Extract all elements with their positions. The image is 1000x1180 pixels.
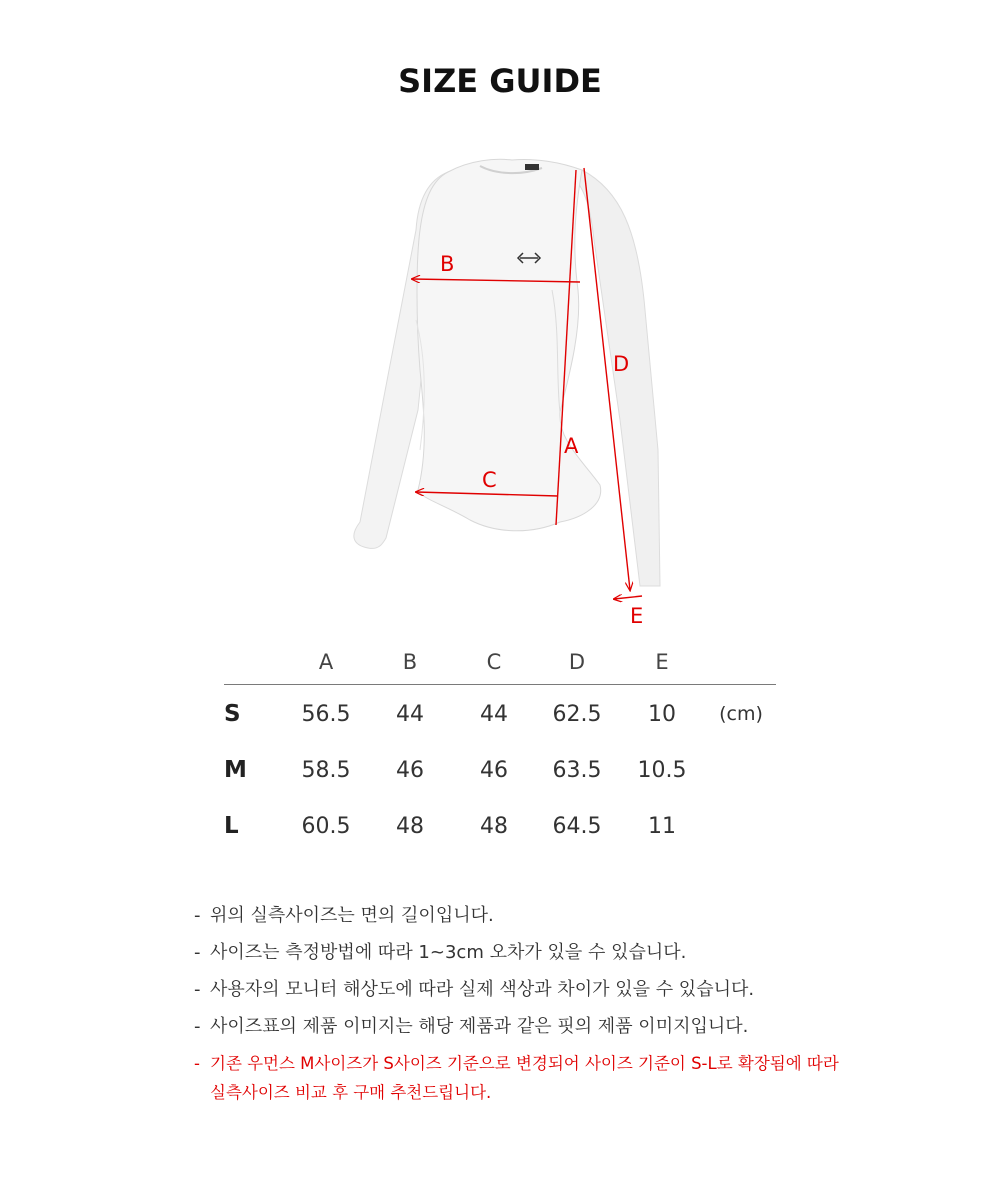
list-item <box>194 904 894 928</box>
table-row <box>224 686 776 742</box>
size-label: M <box>224 757 247 783</box>
table-cell: 10 <box>648 701 676 727</box>
table-cell: 60.5 <box>301 813 351 839</box>
warning-line-2: 실측사이즈 비교 후 구매 추천드립니다. <box>210 1083 492 1102</box>
warning-note <box>194 1052 894 1107</box>
warning-text <box>210 1049 839 1107</box>
measurement-illustration <box>320 150 680 640</box>
table-row <box>224 798 776 854</box>
dim-label-e: E <box>630 604 644 628</box>
dim-label-a: A <box>564 434 579 458</box>
list-item <box>194 941 894 965</box>
list-item <box>194 978 894 1002</box>
page-title: SIZE GUIDE <box>398 62 602 100</box>
table-cell: 62.5 <box>552 701 602 727</box>
neck-tag-icon <box>525 164 539 170</box>
table-cell: 46 <box>480 757 508 783</box>
table-cell: 48 <box>480 813 508 839</box>
table-cell: 10.5 <box>637 757 687 783</box>
table-cell: 63.5 <box>552 757 602 783</box>
table-header-row <box>224 640 776 685</box>
dim-label-b: B <box>440 252 455 276</box>
note-text: 사이즈표의 제품 이미지는 해당 제품과 같은 핏의 제품 이미지입니다. <box>210 1016 749 1037</box>
list-item <box>194 1015 894 1039</box>
bullet-dash: - <box>194 1054 200 1073</box>
size-label: L <box>224 813 239 839</box>
column-header-b: B <box>402 650 418 674</box>
dim-label-c: C <box>482 468 497 492</box>
bullet-dash: - <box>194 942 201 963</box>
size-label: S <box>224 701 241 727</box>
bullet-dash: - <box>194 905 201 926</box>
note-text: 사용자의 모니터 해상도에 따라 실제 색상과 차이가 있을 수 있습니다. <box>210 979 755 1000</box>
warning-line-1: 기존 우먼스 M사이즈가 S사이즈 기준으로 변경되어 사이즈 기준이 S-L로 확장됨에 따라 <box>210 1054 839 1073</box>
bullet-dash: - <box>194 1016 201 1037</box>
column-header-d: D <box>568 650 586 674</box>
notes-list <box>194 904 894 1120</box>
size-table <box>224 640 776 854</box>
table-cell: 11 <box>648 813 676 839</box>
column-header-a: A <box>318 650 334 674</box>
column-header-c: C <box>486 650 502 674</box>
table-cell: 64.5 <box>552 813 602 839</box>
table-cell: 46 <box>396 757 424 783</box>
table-row <box>224 742 776 798</box>
cuff-width-line <box>614 596 642 599</box>
bullet-dash: - <box>194 979 201 1000</box>
unit-label: (cm) <box>719 703 763 725</box>
garment-diagram <box>320 150 680 640</box>
note-text: 사이즈는 측정방법에 따라 1~3cm 오차가 있을 수 있습니다. <box>210 942 687 963</box>
table-cell: 56.5 <box>301 701 351 727</box>
note-text: 위의 실측사이즈는 면의 길이입니다. <box>210 905 494 926</box>
column-header-e: E <box>655 650 669 674</box>
table-cell: 44 <box>480 701 508 727</box>
table-cell: 58.5 <box>301 757 351 783</box>
table-cell: 48 <box>396 813 424 839</box>
dim-label-d: D <box>613 352 630 376</box>
table-cell: 44 <box>396 701 424 727</box>
